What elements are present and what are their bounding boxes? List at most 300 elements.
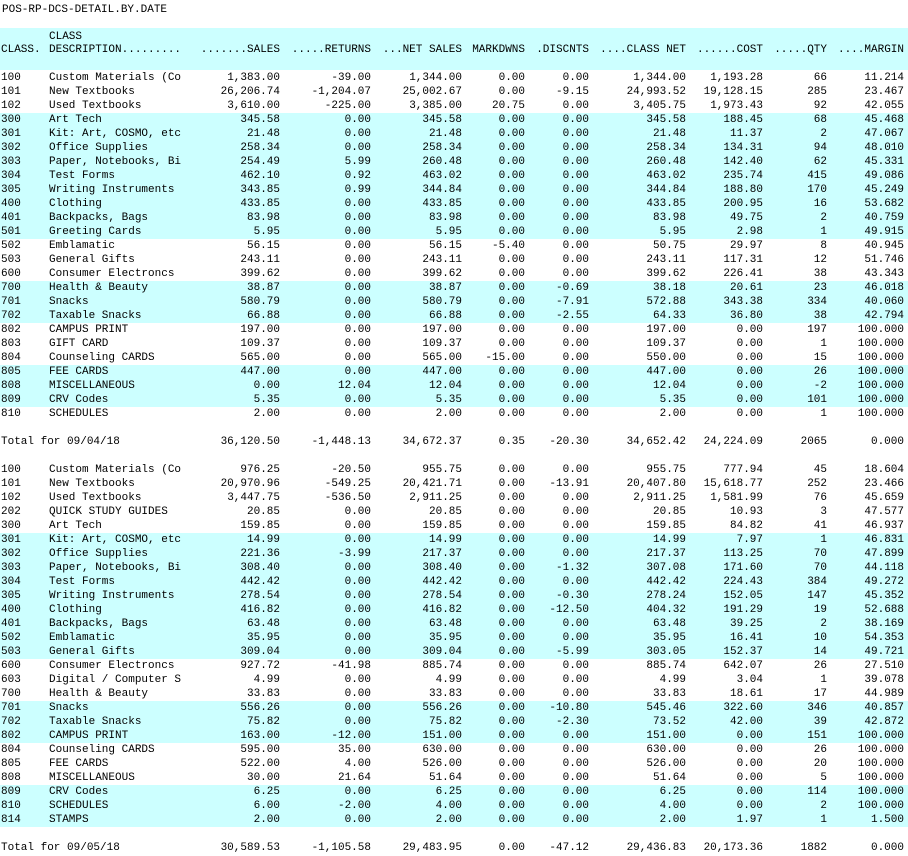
cell-cost: 16.41	[729, 632, 763, 644]
header-discounts: .DISCNTS	[536, 44, 589, 56]
cell-description: Emblamatic	[49, 240, 116, 252]
cell-net-sales: 14.99	[428, 534, 462, 546]
table-row	[0, 183, 908, 197]
cell-class: 101	[1, 478, 21, 490]
cell-markdowns: 0.00	[498, 128, 525, 140]
cell-margin: 100.000	[857, 324, 904, 336]
cell-discounts: 0.00	[562, 660, 589, 672]
cell-sales: 399.62	[240, 268, 280, 280]
cell-class: 304	[1, 170, 21, 182]
cell-class-net: 345.58	[646, 114, 686, 126]
cell-description: Custom Materials (Co	[49, 464, 182, 476]
cell-sales: 197.00	[240, 324, 280, 336]
cell-sales: 3,610.00	[227, 100, 280, 112]
cell-description: Backpacks, Bags	[49, 212, 149, 224]
cell-markdowns: 0.00	[498, 800, 525, 812]
cell-sales: 343.85	[240, 184, 280, 196]
cell-markdowns: 0.35	[498, 436, 525, 448]
cell-class-net: 3,405.75	[633, 100, 686, 112]
cell-cost: 1,973.43	[710, 100, 763, 112]
cell-cost: 0.00	[736, 744, 763, 756]
cell-class-net: 344.84	[646, 184, 686, 196]
cell-margin: 51.746	[864, 254, 904, 266]
cell-sales: 2.00	[253, 408, 280, 420]
cell-description: Health & Beauty	[49, 282, 149, 294]
cell-qty: 114	[807, 786, 827, 798]
table-row	[0, 771, 908, 785]
table-row	[0, 561, 908, 575]
cell-qty: 1	[820, 226, 827, 238]
cell-class-net: 258.34	[646, 142, 686, 154]
cell-class-net: 526.00	[646, 758, 686, 770]
cell-sales: 522.00	[240, 758, 280, 770]
cell-net-sales: 345.58	[422, 114, 462, 126]
cell-discounts: 0.00	[562, 618, 589, 630]
cell-discounts: -9.15	[555, 86, 589, 98]
table-row	[0, 253, 908, 267]
cell-returns: 0.00	[344, 114, 371, 126]
cell-qty: 1882	[800, 842, 827, 854]
cell-returns: 0.00	[344, 520, 371, 532]
cell-margin: 100.000	[857, 408, 904, 420]
cell-markdowns: 0.00	[498, 282, 525, 294]
cell-net-sales: 565.00	[422, 352, 462, 364]
cell-net-sales: 75.82	[428, 716, 462, 728]
cell-class-net: 4.00	[659, 800, 686, 812]
cell-returns: 0.00	[344, 352, 371, 364]
cell-markdowns: 0.00	[498, 548, 525, 560]
cell-sales: 345.58	[240, 114, 280, 126]
cell-sales: 30.00	[246, 772, 280, 784]
cell-margin: 44.989	[864, 688, 904, 700]
table-row	[0, 673, 908, 687]
cell-markdowns: 0.00	[498, 310, 525, 322]
cell-description: Health & Beauty	[49, 688, 149, 700]
cell-margin: 0.000	[870, 436, 904, 448]
cell-returns: 0.92	[344, 170, 371, 182]
cell-sales: 308.40	[240, 562, 280, 574]
cell-margin: 100.000	[857, 800, 904, 812]
cell-class-net: 64.33	[652, 310, 686, 322]
cell-discounts: 0.00	[562, 576, 589, 588]
cell-net-sales: 416.82	[422, 604, 462, 616]
cell-markdowns: 0.00	[498, 660, 525, 672]
cell-class: 805	[1, 366, 21, 378]
cell-cost: 42.00	[729, 716, 763, 728]
cell-description: STAMPS	[49, 814, 89, 826]
cell-qty: 26	[813, 744, 827, 756]
cell-class-net: 307.08	[646, 562, 686, 574]
cell-discounts: 0.00	[562, 254, 589, 266]
cell-class: 805	[1, 758, 21, 770]
cell-class-net: 29,436.83	[626, 842, 686, 854]
cell-sales: 442.42	[240, 576, 280, 588]
cell-markdowns: 0.00	[498, 268, 525, 280]
cell-margin: 27.510	[864, 660, 904, 672]
cell-class: 804	[1, 744, 21, 756]
cell-class-net: 14.99	[652, 534, 686, 546]
cell-returns: -536.50	[324, 492, 371, 504]
cell-margin: 100.000	[857, 786, 904, 798]
cell-returns: 35.00	[337, 744, 371, 756]
cell-class-net: 197.00	[646, 324, 686, 336]
cell-margin: 40.945	[864, 240, 904, 252]
table-row	[0, 351, 908, 365]
cell-class: 810	[1, 408, 21, 420]
header-returns: .....RETURNS	[291, 44, 371, 56]
cell-description: CRV Codes	[49, 394, 109, 406]
cell-returns: 4.00	[344, 758, 371, 770]
cell-class-net: 2.00	[659, 814, 686, 826]
cell-net-sales: 442.42	[422, 576, 462, 588]
cell-margin: 39.078	[864, 674, 904, 686]
cell-margin: 45.659	[864, 492, 904, 504]
cell-sales: 595.00	[240, 744, 280, 756]
cell-cost: 0.00	[736, 366, 763, 378]
cell-cost: 7.97	[736, 534, 763, 546]
cell-discounts: 0.00	[562, 324, 589, 336]
cell-margin: 23.466	[864, 478, 904, 490]
cell-class: 503	[1, 254, 21, 266]
cell-qty: 2	[820, 800, 827, 812]
table-row	[0, 323, 908, 337]
cell-returns: 0.00	[344, 366, 371, 378]
cell-description: Office Supplies	[49, 548, 149, 560]
cell-class-net: 159.85	[646, 520, 686, 532]
cell-description: Taxable Snacks	[49, 716, 142, 728]
cell-class: 501	[1, 226, 21, 238]
cell-cost: 18.61	[729, 688, 763, 700]
cell-qty: 45	[813, 464, 827, 476]
cell-qty: 5	[820, 772, 827, 784]
cell-description: SCHEDULES	[49, 800, 109, 812]
cell-class-net: 151.00	[646, 730, 686, 742]
cell-class-net: 4.99	[659, 674, 686, 686]
cell-discounts: 0.00	[562, 380, 589, 392]
cell-margin: 49.272	[864, 576, 904, 588]
table-row	[0, 491, 908, 505]
cell-class: 808	[1, 772, 21, 784]
cell-cost: 84.82	[729, 520, 763, 532]
cell-cost: 113.25	[723, 548, 763, 560]
cell-description: Kit: Art, COSMO, etc	[49, 534, 182, 546]
cell-discounts: 0.00	[562, 632, 589, 644]
cell-class-net: 630.00	[646, 744, 686, 756]
cell-markdowns: 0.00	[498, 702, 525, 714]
cell-cost: 36.80	[729, 310, 763, 322]
cell-class: 301	[1, 534, 21, 546]
header-markdowns: MARKDWNS	[472, 44, 525, 56]
cell-margin: 40.759	[864, 212, 904, 224]
cell-class-net: 24,993.52	[626, 86, 686, 98]
header-cost: ......COST	[696, 44, 763, 56]
cell-markdowns: 0.00	[498, 72, 525, 84]
cell-class: 503	[1, 646, 21, 658]
cell-margin: 52.688	[864, 604, 904, 616]
cell-discounts: 0.00	[562, 800, 589, 812]
cell-class: 810	[1, 800, 21, 812]
cell-qty: 26	[813, 366, 827, 378]
cell-sales: 5.95	[253, 226, 280, 238]
cell-returns: 0.00	[344, 716, 371, 728]
cell-class: 303	[1, 156, 21, 168]
cell-returns: -39.00	[331, 72, 371, 84]
cell-description: Writing Instruments	[49, 590, 175, 602]
total-label: Total for 09/04/18	[1, 436, 120, 448]
cell-qty: 39	[813, 716, 827, 728]
cell-margin: 49.086	[864, 170, 904, 182]
cell-cost: 20,173.36	[703, 842, 763, 854]
table-row	[0, 99, 908, 113]
cell-class-net: 109.37	[646, 338, 686, 350]
cell-discounts: 0.00	[562, 772, 589, 784]
cell-class-net: 5.95	[659, 226, 686, 238]
cell-discounts: 0.00	[562, 464, 589, 476]
cell-sales: 556.26	[240, 702, 280, 714]
cell-net-sales: 5.95	[435, 226, 462, 238]
cell-discounts: 0.00	[562, 674, 589, 686]
cell-qty: 3	[820, 506, 827, 518]
cell-cost: 642.07	[723, 660, 763, 672]
cell-markdowns: 0.00	[498, 254, 525, 266]
cell-net-sales: 6.25	[435, 786, 462, 798]
cell-class-net: 885.74	[646, 660, 686, 672]
cell-markdowns: 0.00	[498, 590, 525, 602]
cell-markdowns: 0.00	[498, 156, 525, 168]
cell-sales: 2.00	[253, 814, 280, 826]
cell-margin: 46.018	[864, 282, 904, 294]
cell-class-net: 217.37	[646, 548, 686, 560]
cell-class-net: 447.00	[646, 366, 686, 378]
cell-sales: 462.10	[240, 170, 280, 182]
cell-sales: 35.95	[246, 632, 280, 644]
cell-returns: 0.00	[344, 268, 371, 280]
cell-qty: 285	[807, 86, 827, 98]
cell-markdowns: 0.00	[498, 632, 525, 644]
cell-qty: 92	[813, 100, 827, 112]
cell-class-net: 21.48	[652, 128, 686, 140]
cell-class-net: 12.04	[652, 380, 686, 392]
cell-class: 302	[1, 548, 21, 560]
table-row	[0, 337, 908, 351]
cell-cost: 0.00	[736, 338, 763, 350]
cell-sales: 20,970.96	[220, 478, 280, 490]
cell-discounts: -13.91	[549, 478, 589, 490]
cell-sales: 30,589.53	[220, 842, 280, 854]
cell-margin: 54.353	[864, 632, 904, 644]
cell-class: 400	[1, 604, 21, 616]
cell-margin: 11.214	[864, 72, 904, 84]
cell-sales: 63.48	[246, 618, 280, 630]
cell-cost: 171.60	[723, 562, 763, 574]
cell-net-sales: 51.64	[428, 772, 462, 784]
cell-sales: 254.49	[240, 156, 280, 168]
cell-discounts: 0.00	[562, 744, 589, 756]
cell-markdowns: 0.00	[498, 324, 525, 336]
header-net-sales: ...NET SALES	[382, 44, 462, 56]
cell-margin: 42.055	[864, 100, 904, 112]
table-row	[0, 295, 908, 309]
header-qty: .....QTY	[774, 44, 827, 56]
cell-discounts: 0.00	[562, 72, 589, 84]
cell-qty: 252	[807, 478, 827, 490]
header-class: CLASS.	[1, 44, 41, 56]
cell-markdowns: 0.00	[498, 534, 525, 546]
cell-returns: 0.00	[344, 212, 371, 224]
cell-cost: 188.80	[723, 184, 763, 196]
cell-class-net: 955.75	[646, 464, 686, 476]
table-row	[0, 281, 908, 295]
cell-discounts: 0.00	[562, 268, 589, 280]
table-row	[0, 225, 908, 239]
cell-class-net: 20,407.80	[626, 478, 686, 490]
cell-sales: 159.85	[240, 520, 280, 532]
cell-margin: 49.915	[864, 226, 904, 238]
cell-discounts: 0.00	[562, 520, 589, 532]
cell-returns: 0.00	[344, 408, 371, 420]
cell-returns: 0.00	[344, 128, 371, 140]
cell-sales: 447.00	[240, 366, 280, 378]
cell-sales: 21.48	[246, 128, 280, 140]
table-row	[0, 407, 908, 421]
cell-discounts: 0.00	[562, 394, 589, 406]
cell-qty: 38	[813, 310, 827, 322]
cell-markdowns: 0.00	[498, 226, 525, 238]
cell-qty: 70	[813, 548, 827, 560]
cell-description: MISCELLANEOUS	[49, 380, 135, 392]
cell-description: Digital / Computer S	[49, 674, 182, 686]
cell-sales: 927.72	[240, 660, 280, 672]
table-row	[0, 715, 908, 729]
cell-returns: -2.00	[337, 800, 371, 812]
cell-returns: -20.50	[331, 464, 371, 476]
cell-class-net: 404.32	[646, 604, 686, 616]
cell-class: 100	[1, 464, 21, 476]
cell-description: Consumer Electroncs	[49, 268, 175, 280]
header-margin: ....MARGIN	[837, 44, 904, 56]
cell-markdowns: 0.00	[498, 716, 525, 728]
cell-discounts: 0.00	[562, 184, 589, 196]
cell-net-sales: 556.26	[422, 702, 462, 714]
cell-description: General Gifts	[49, 254, 135, 266]
cell-description: Clothing	[49, 604, 102, 616]
cell-markdowns: 0.00	[498, 184, 525, 196]
cell-net-sales: 35.95	[428, 632, 462, 644]
cell-markdowns: 0.00	[498, 772, 525, 784]
cell-returns: 0.00	[344, 310, 371, 322]
cell-returns: -1,204.07	[311, 86, 371, 98]
cell-discounts: 0.00	[562, 786, 589, 798]
cell-discounts: -0.30	[555, 590, 589, 602]
cell-cost: 1,581.99	[710, 492, 763, 504]
cell-markdowns: 0.00	[498, 618, 525, 630]
cell-qty: 41	[813, 520, 827, 532]
cell-margin: 42.872	[864, 716, 904, 728]
cell-description: Clothing	[49, 198, 102, 210]
cell-class-net: 1,344.00	[633, 72, 686, 84]
cell-net-sales: 63.48	[428, 618, 462, 630]
cell-margin: 48.010	[864, 142, 904, 154]
cell-returns: 0.00	[344, 394, 371, 406]
cell-net-sales: 243.11	[422, 254, 462, 266]
cell-cost: 0.00	[736, 772, 763, 784]
cell-description: New Textbooks	[49, 86, 135, 98]
cell-markdowns: 0.00	[498, 114, 525, 126]
cell-returns: 0.00	[344, 296, 371, 308]
cell-class-net: 2.00	[659, 408, 686, 420]
table-row	[0, 547, 908, 561]
cell-class-net: 38.18	[652, 282, 686, 294]
cell-class-net: 34,652.42	[626, 436, 686, 448]
cell-description: Counseling CARDS	[49, 352, 155, 364]
cell-description: Office Supplies	[49, 142, 149, 154]
header-sales: .......SALES	[200, 44, 280, 56]
cell-class-net: 5.35	[659, 394, 686, 406]
cell-discounts: -1.32	[555, 562, 589, 574]
cell-cost: 2.98	[736, 226, 763, 238]
cell-returns: 0.00	[344, 702, 371, 714]
cell-returns: 0.00	[344, 814, 371, 826]
table-row	[0, 267, 908, 281]
report-title: POS-RP-DCS-DETAIL.BY.DATE	[2, 4, 168, 16]
cell-markdowns: 0.00	[498, 562, 525, 574]
cell-returns: 0.00	[344, 618, 371, 630]
cell-qty: 23	[813, 282, 827, 294]
cell-qty: 76	[813, 492, 827, 504]
table-row	[0, 85, 908, 99]
cell-sales: 6.00	[253, 800, 280, 812]
cell-class-net: 33.83	[652, 688, 686, 700]
cell-class: 804	[1, 352, 21, 364]
cell-class-net: 442.42	[646, 576, 686, 588]
cell-description: Consumer Electroncs	[49, 660, 175, 672]
cell-cost: 15,618.77	[703, 478, 763, 490]
cell-returns: -1,448.13	[311, 436, 371, 448]
cell-class-net: 50.75	[652, 240, 686, 252]
cell-sales: 75.82	[246, 716, 280, 728]
cell-qty: 346	[807, 702, 827, 714]
cell-qty: 415	[807, 170, 827, 182]
cell-class: 700	[1, 688, 21, 700]
cell-sales: 14.99	[246, 534, 280, 546]
table-row	[0, 757, 908, 771]
table-row	[0, 127, 908, 141]
cell-cost: 343.38	[723, 296, 763, 308]
cell-margin: 40.857	[864, 702, 904, 714]
cell-class-net: 399.62	[646, 268, 686, 280]
table-row	[0, 505, 908, 519]
cell-returns: -3.99	[337, 548, 371, 560]
cell-sales: 6.25	[253, 786, 280, 798]
cell-cost: 1.97	[736, 814, 763, 826]
cell-description: FEE CARDS	[49, 366, 109, 378]
cell-cost: 188.45	[723, 114, 763, 126]
cell-net-sales: 12.04	[428, 380, 462, 392]
cell-qty: 8	[820, 240, 827, 252]
cell-cost: 117.31	[723, 254, 763, 266]
cell-class: 301	[1, 128, 21, 140]
cell-returns: 0.00	[344, 324, 371, 336]
cell-class-net: 303.05	[646, 646, 686, 658]
cell-net-sales: 38.87	[428, 282, 462, 294]
table-row	[0, 729, 908, 743]
cell-qty: 384	[807, 576, 827, 588]
cell-markdowns: 0.00	[498, 744, 525, 756]
cell-markdowns: 0.00	[498, 338, 525, 350]
cell-returns: 0.00	[344, 198, 371, 210]
cell-margin: 18.604	[864, 464, 904, 476]
column-header	[0, 28, 908, 70]
